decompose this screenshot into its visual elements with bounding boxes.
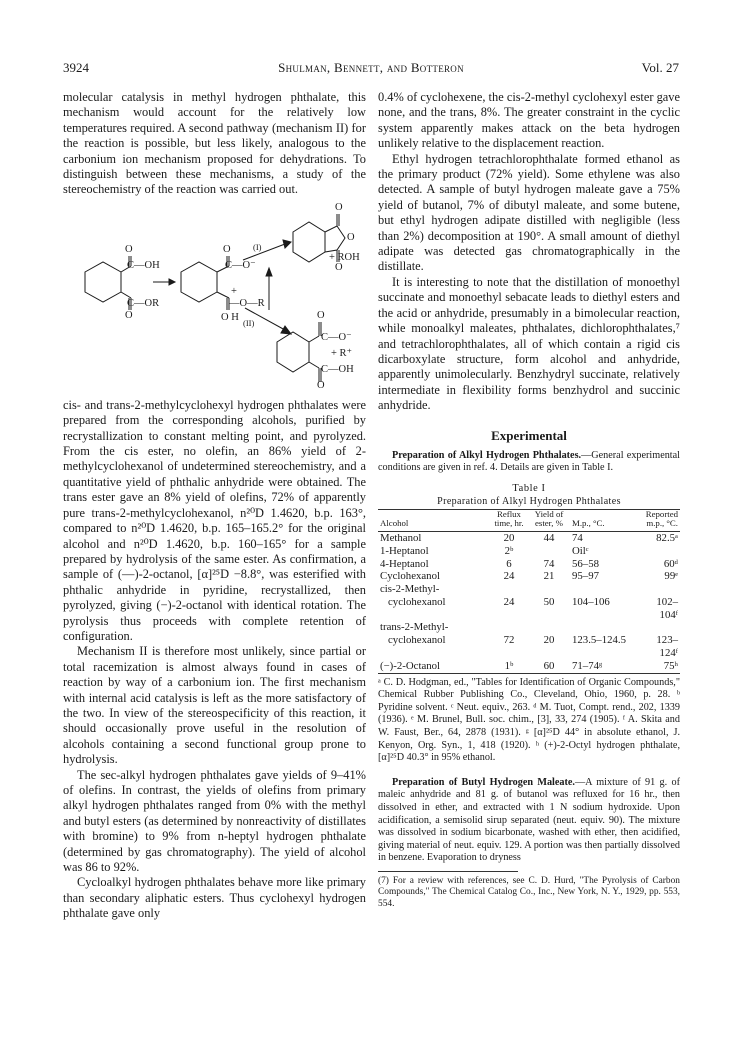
table-row: [378, 596, 680, 622]
procedure-text: —General experimental conditions are given in ref. 4. Details are given in Table I.: [378, 449, 680, 474]
table-row: [378, 634, 680, 660]
table-cell: 1-Heptanol: [380, 544, 429, 557]
carbonyl-oxygen-label: O: [125, 243, 133, 255]
table-cell: 99ᵉ: [664, 570, 678, 583]
table-cell: 60ᵈ: [663, 557, 678, 570]
table-cell: [528, 545, 570, 558]
carboxylic-acid-label: C—OH: [127, 259, 160, 271]
left-column: [63, 90, 366, 922]
table-cell: [528, 583, 570, 596]
table-header-row: [378, 509, 680, 531]
table-cell: 1ᵇ: [490, 660, 528, 673]
table-cell: 82.5ᵃ: [656, 531, 678, 544]
alcohol-product-label: + ROH: [329, 252, 360, 263]
column-header: Reflux time, hr.: [490, 509, 528, 531]
paragraph: The sec-alkyl hydrogen phthalates gave yields of 9–41% of olefins. In contrast, the yields of olefins from primary alkyl hydrogen phthalates ranged from 0% with the methyl and butyl esters (as determined by nonreactivity of distillates with bromine) to 9% from n-heptyl hydrogen phthalate (determined by gas chromatography). The yield of alcohol was 86 to 92%.: [63, 767, 366, 875]
column-header: Reported m.p., °C.: [642, 509, 680, 531]
table-row: [378, 531, 680, 544]
table-cell: 21: [543, 570, 555, 583]
oxygen-hydrogen-label: O H: [221, 311, 239, 323]
table-caption: Preparation of Alkyl Hydrogen Phthalates: [437, 495, 621, 507]
table-cell: 71–74ᵍ: [570, 660, 642, 673]
path-one-label: (I): [253, 241, 262, 252]
procedure-text: —A mixture of 91 g. of maleic anhydride and 81 g. of butanol was refluxed for 16 hr., then dissolved in ether, and extracted with 1 N sodium hydroxide. Upon acidification, a semisolid sirup separated (neut. equiv. 90). The mixture was dissolved in sodium bicarbonate, washed with ether, then acidified, giving material of neut. equiv. 129. A portion was then partially dissolved in benzene. Evaporation to dryness: [378, 776, 680, 864]
carbonium-ion-label: + R⁺: [331, 347, 353, 359]
page-number: 3924: [63, 60, 89, 75]
table-cell: 44: [543, 531, 555, 544]
table-cell: 20: [503, 531, 515, 544]
anhydride-oxygen-label: O: [347, 231, 355, 243]
positive-charge-label: +: [231, 285, 237, 297]
table-cell: 24: [503, 570, 515, 583]
paragraph: 0.4% of cyclohexene, the cis-2-methyl cyclohexyl ester gave none, and the trans, 8%. The greater constraint in the cyclic system apparently makes attack on the beta hydrogen unlikely relative to the displacement reaction.: [378, 90, 680, 151]
table-cell: Methanol: [380, 531, 422, 544]
protonated-ester-label: —O—R: [229, 297, 265, 309]
carbonyl-oxygen-label: O: [335, 201, 343, 213]
table-cell: [490, 583, 528, 596]
carbonyl-oxygen-label: O: [335, 261, 343, 273]
carbonyl-oxygen-label: O: [223, 243, 231, 255]
data-table: [378, 509, 680, 674]
table-cell: 74: [543, 557, 555, 570]
table-cell: 123–124ᶠ: [656, 634, 678, 660]
procedure-title: Preparation of Butyl Hydrogen Maleate.: [392, 776, 575, 788]
table-cell: 50: [543, 595, 555, 608]
carbonyl-oxygen-label: O: [125, 309, 133, 321]
table-cell: [642, 621, 680, 634]
running-title: Shulman, Bennett, and Botteron: [278, 60, 464, 75]
table-notes: ᵃ C. D. Hodgman, ed., "Tables for Identification of Organic Compounds," Chemical Rubber Publishing Co., Cleveland, Ohio, 1960, p. 28. ᵇ Pyridine solvent. ᶜ Neut. equiv., 263. ᵈ M. Tuot, Compt. rend., 202, 1339 (1936). ᵉ M. Brunel, Bull. soc. chim., [3], 33, 274 (1905). ᶠ A. Skita and W. Faust, Ber., 64, 2878 (1931). ᵍ [α]²⁵D 44° in absolute ethanol, J. Kenyon, Org. Syn., 1, 418 (1920). ʰ (+)-2-Octyl hydrogen phthalate, [α]²⁵D 40.3° in 95% ethanol.: [378, 676, 680, 764]
table-cell: [642, 583, 680, 596]
section-heading: Experimental: [491, 427, 567, 443]
paragraph: Ethyl hydrogen tetrachlorophthalate formed ethanol as the primary product (72% yield). Some ethylene was also detected. A sample of butyl hydrogen maleate gave a 75% yield of butanol, 7% of dibutyl maleate, and some butene, but ethyl hydrogen adipate distilled with negligible (less than 2%) decomposition at 190°. A small amount of diethyl adipate was detected gas chromatographically in the distillate.: [378, 151, 680, 274]
table-cell: 4-Heptanol: [380, 557, 429, 570]
table-cell: [570, 583, 642, 596]
table-cell: [528, 621, 570, 634]
table-cell: 6: [506, 557, 512, 570]
path-two-label: (II): [243, 317, 255, 328]
table-cell: 123.5–124.5: [572, 634, 626, 647]
table-row: [378, 660, 680, 673]
volume-label: Vol. 27: [641, 60, 679, 75]
table-title: Table I: [512, 482, 546, 494]
table-cell: 24: [503, 595, 515, 608]
column-header: Alcohol: [378, 509, 490, 531]
procedure-paragraph: [378, 450, 680, 475]
table-cell: 102–104ᶠ: [656, 595, 678, 621]
carbonyl-oxygen-label: O: [317, 379, 325, 391]
table-row: [378, 558, 680, 571]
table-cell: 104–106: [572, 595, 610, 608]
table-row: [378, 545, 680, 558]
table-cell: [642, 545, 680, 558]
page-header: [63, 60, 679, 78]
table-cell: [570, 621, 642, 634]
paragraph: Mechanism II is therefore most unlikely, since partial or total racemization is almost always found in cases of reaction by way of a carbonium ion. The first mechanism with internal acid catalysis is left as the more satisfactory of the two. In view of the stereospecificity of this reaction, it should occasionally prove useful in the resolution of alcohols containing a second functional group prone to hydrolysis.: [63, 644, 366, 767]
table-row: [378, 583, 680, 596]
table-cell: 75ʰ: [642, 660, 680, 673]
carboxylate-label: C—O⁻: [321, 331, 352, 343]
table-cell: 20: [543, 634, 555, 647]
footnote: (7) For a review with references, see C. D. Hurd, "The Pyrolysis of Carbon Compounds," The Chemical Catalog Co., Inc., New York, N. Y., 1929, pp. 553, 554.: [378, 875, 680, 909]
table-cell: cyclohexanol: [388, 634, 446, 647]
table-cell: 60: [528, 660, 570, 673]
procedure-title: Preparation of Alkyl Hydrogen Phthalates.: [392, 449, 582, 461]
table-cell: Cyclohexanol: [380, 570, 440, 583]
table-cell: Oilᶜ: [572, 544, 589, 557]
table-cell: (−)-2-Octanol: [378, 660, 490, 673]
table-cell: trans-2-Methyl-: [380, 621, 449, 634]
carboxylate-label: C—O⁻: [225, 259, 256, 271]
table-cell: [490, 621, 528, 634]
table-row: [378, 570, 680, 583]
reaction-scheme: [63, 202, 366, 392]
table-cell: cyclohexanol: [388, 595, 446, 608]
footnote-rule: [378, 871, 518, 872]
carbonyl-oxygen-label: O: [317, 309, 325, 321]
paragraph: It is interesting to note that the distillation of monoethyl succinate and monoethyl sebacate leads to diethyl esters and the acid or anhydride, presumably in a bimolecular reaction, while monoalkyl maleates, phthalates, dichlorophthalates,⁷ and tetrachlorophthalates, all of which contain a rigid cis dicarboxylate structure, form alcohol and anhydride, apparently unimolecularly. Benzhydryl succinate, relatively intermediate in flexibility forms benzhydrol and succinic anhydride.: [378, 274, 680, 413]
ester-label: C—OR: [127, 297, 160, 309]
table-cell: 56–58: [572, 557, 599, 570]
column-header: Yield of ester, %: [528, 509, 570, 531]
table-cell: 95–97: [572, 570, 599, 583]
paragraph: molecular catalysis in methyl hydrogen phthalate, this mechanism would account for the relatively low temperatures required. A second pathway (mechanism II) for the reaction is possible, but less likely, analogous to the carbonium ion mechanism proposed for dehydrations. To distinguish between these mechanisms, a study of the stereochemistry of the reaction was carried out.: [63, 90, 366, 197]
table-row: [378, 621, 680, 634]
paragraph: cis- and trans-2-methylcyclohexyl hydrogen phthalates were prepared from the corresponding alcohols, purified by recrystallization to constant melting point, and pyrolyzed. From the cis ester, no olefin, an 86% yield of 2-methylcyclohexanol of undetermined stereochemistry, and a quantitative yield of phthalic anhydride were obtained. The trans ester gave an 8% yield of olefins, 72% of apparently pure trans-2-methylcyclohexanol, n²⁰D 1.4620, b.p. 163°, compared to n²⁰D 1.4620, b.p. 165–165.2° for the original alcohol and n²⁰D 1.4620, b.p. 160–165° for a sample prepared by hydrolysis of the same ester. As confirmation, a sample of (—)-2-octanol, [α]²⁵D −8.8°, was esterified with phthalic anhydride in pyridine, recrystallized, then pyrolyzed, giving (−)-2-octanol with identical rotation. The pyrolysis thus proceeds with complete retention of configuration.: [63, 397, 366, 643]
table-cell: 2ᵇ: [504, 544, 514, 557]
table-cell: 72: [503, 634, 515, 647]
procedure-paragraph: [378, 777, 680, 865]
column-header: M.p., °C.: [570, 509, 642, 531]
carboxylic-acid-label: C—OH: [321, 363, 354, 375]
table-cell: 74: [572, 531, 583, 544]
right-column: [378, 90, 680, 910]
table-cell: cis-2-Methyl-: [380, 583, 440, 596]
paragraph: Cycloalkyl hydrogen phthalates behave more like primary than secondary aliphatic esters. Thus cyclohexyl hydrogen phthalate gave only: [63, 875, 366, 921]
